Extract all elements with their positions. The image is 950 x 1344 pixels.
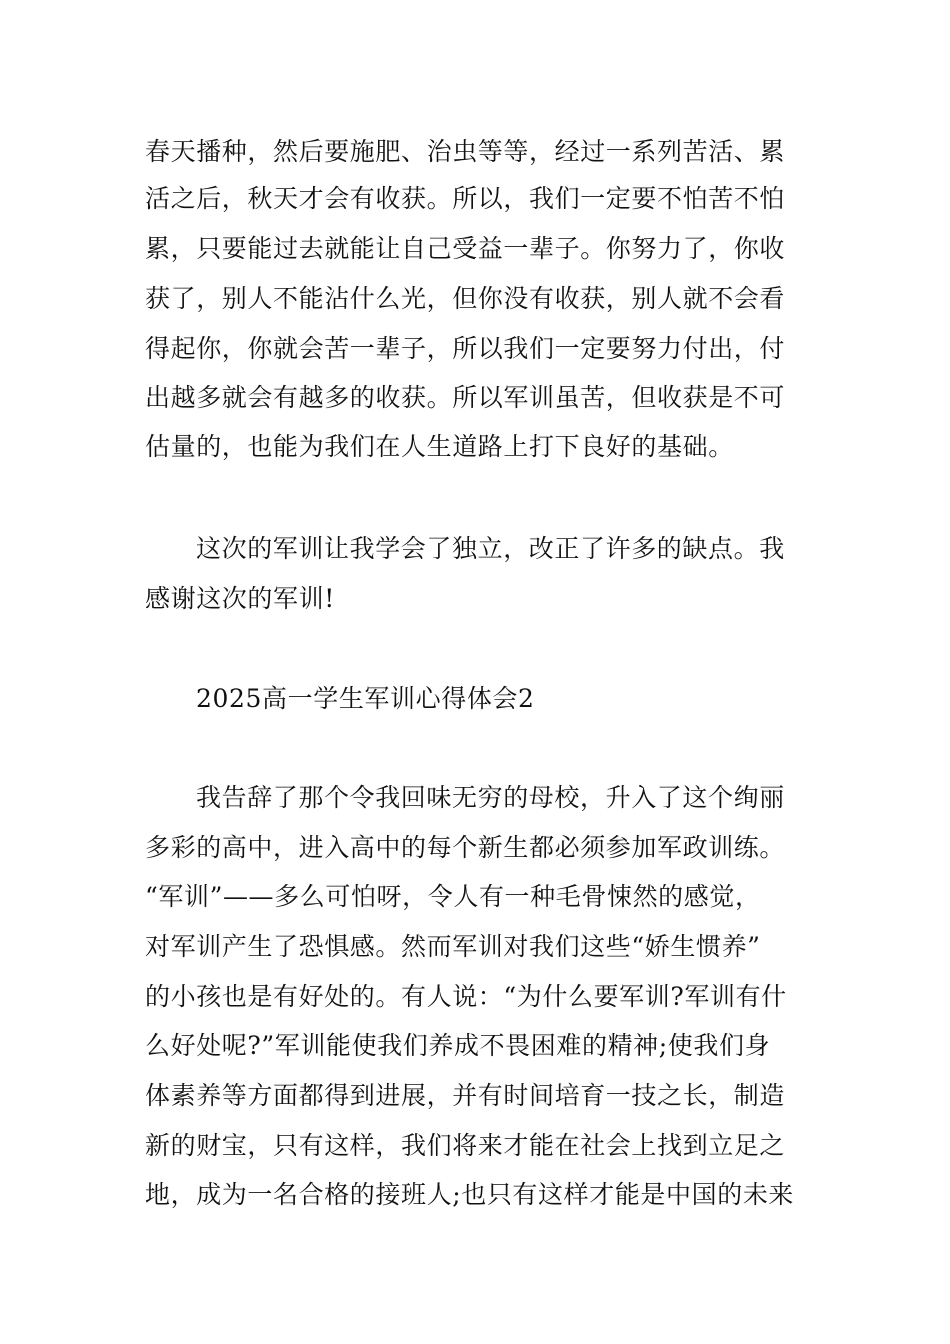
text-line: 体素养等方面都得到进展，并有时间培育一技之长，制造 <box>145 1081 786 1110</box>
text-line: 估量的，也能为我们在人生道路上打下良好的基础。 <box>145 432 734 461</box>
text-line: 得起你，你就会苦一辈子，所以我们一定要努力付出，付 <box>145 334 786 363</box>
text-line: 感谢这次的军训! <box>145 584 335 613</box>
text-line: 出越多就会有越多的收获。所以军训虽苦，但收获是不可 <box>145 383 786 412</box>
text-line: 我告辞了那个令我回味无穷的母校，升入了这个绚丽 <box>196 783 785 812</box>
text-line: 春天播种，然后要施肥、治虫等等，经过一系列苦活、累 <box>145 137 786 166</box>
text-line: 多彩的高中，进入高中的每个新生都必须参加军政训练。 <box>145 833 786 862</box>
text-line: 地，成为一名合格的接班人;也只有这样才能是中国的未来 <box>145 1180 795 1209</box>
text-line: “军训”——多么可怕呀，令人有一种毛骨悚然的感觉， <box>145 882 761 911</box>
text-line: 获了，别人不能沾什么光，但你没有收获，别人就不会看 <box>145 284 786 313</box>
text-line: 累，只要能过去就能让自己受益一辈子。你努力了，你收 <box>145 234 786 263</box>
text-line: 这次的军训让我学会了独立，改正了许多的缺点。我 <box>196 534 785 563</box>
text-line: 活之后，秋天才会有收获。所以，我们一定要不怕苦不怕 <box>145 184 786 213</box>
text-line: 的小孩也是有好处的。有人说：“为什么要军训?军训有什 <box>145 982 787 1011</box>
text-line: 么好处呢?”军训能使我们养成不畏困难的精神;使我们身 <box>145 1031 771 1060</box>
text-line: 对军训产生了恐惧感。然而军训对我们这些“娇生惯养” <box>145 932 761 961</box>
section-heading: 2025高一学生军训心得体会2 <box>196 684 535 713</box>
text-line: 新的财宝，只有这样，我们将来才能在社会上找到立足之 <box>145 1131 786 1160</box>
